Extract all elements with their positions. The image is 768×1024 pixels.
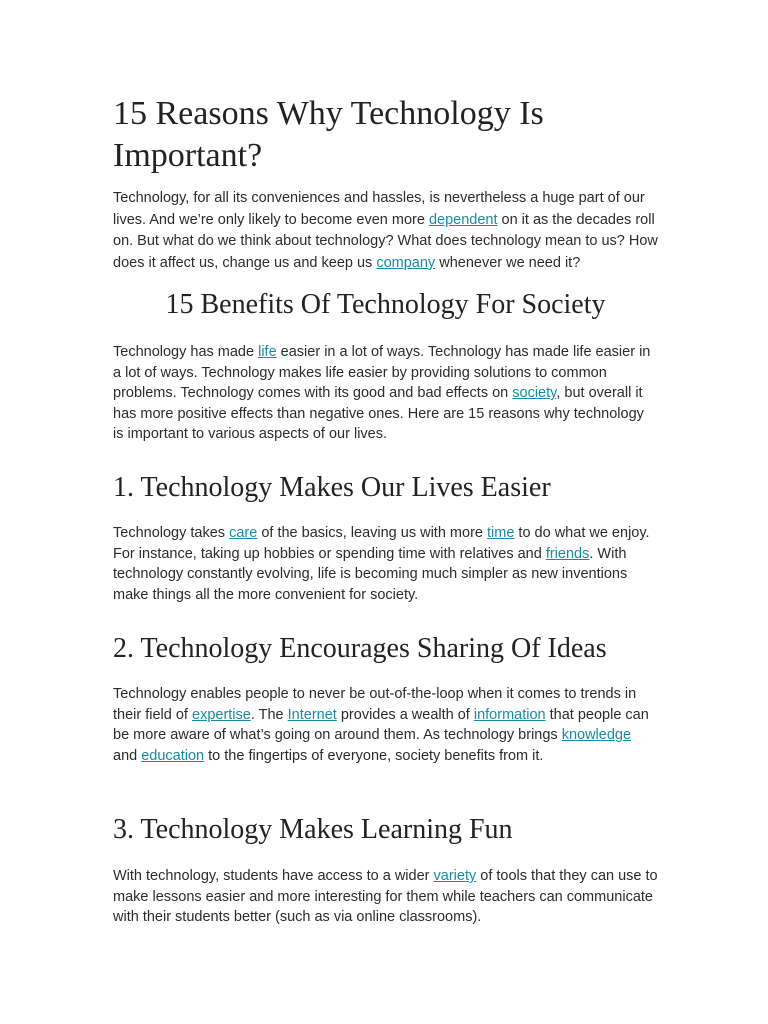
- link-friends[interactable]: friends: [545, 545, 590, 562]
- link-variety[interactable]: variety: [433, 868, 477, 884]
- link-knowledge[interactable]: knowledge: [561, 727, 632, 743]
- benefits-text-2: easier in a lot of ways. Technology has made life easier in a lot of ways. Technology makes life easier by providing solutions to common problems. Technology comes with its good and bad effects on: [113, 344, 651, 401]
- section-3-heading: 3. Technology Makes Learning Fun: [113, 814, 513, 845]
- link-company[interactable]: company: [376, 254, 436, 271]
- link-society[interactable]: society: [512, 385, 557, 401]
- section-2-text-1: Technology enables people to never be out-of-the-loop when it comes to trends in their field of: [113, 686, 637, 723]
- section-1-heading: 1. Technology Makes Our Lives Easier: [113, 472, 551, 503]
- page-title: 15 Reasons Why Technology Is Important?: [113, 95, 544, 174]
- section-1-text-4: . With technology constantly evolving, life is becoming much simpler as new inventions make things all the more convenient for society.: [113, 545, 628, 603]
- link-life[interactable]: life: [258, 344, 277, 360]
- section-1-text-2: of the basics, leaving us with more: [257, 525, 487, 541]
- section-1-text-1: Technology takes: [113, 525, 230, 541]
- section-2-text-4: that people can be more aware of what’s going on around them. As technology brings: [113, 706, 649, 743]
- link-education[interactable]: education: [141, 747, 205, 764]
- section-2-heading: 2. Technology Encourages Sharing Of Ideas: [113, 633, 607, 664]
- section-3-text-1: With technology, students have access to a wider: [113, 868, 434, 884]
- benefits-text-1: Technology has made: [113, 344, 259, 360]
- benefits-heading: 15 Benefits Of Technology For Society: [165, 289, 606, 320]
- intro-text-2: on it as the decades roll on. But what do we think about technology? What does technology mean to us? How does it affect us, change us and keep us: [113, 211, 658, 271]
- section-2-text-3: provides a wealth of: [336, 706, 474, 723]
- section-2-text-5: and: [113, 747, 142, 764]
- benefits-paragraph: [113, 342, 658, 445]
- section-1-text-3: to do what we enjoy. For instance, taking up hobbies or spending time with relatives and: [113, 525, 650, 562]
- section-2-text-6: to the fingertips of everyone, society benefits from it.: [204, 747, 544, 764]
- intro-text-1: Technology, for all its conveniences and hassles, is nevertheless a huge part of our lives. And we’re only likely to become even more: [113, 190, 645, 228]
- link-time[interactable]: time: [487, 525, 515, 541]
- section-2-text-2: . The: [250, 706, 288, 723]
- benefits-text-3: , but overall it has more positive effects than negative ones. Here are 15 reasons why technology is important to various aspects of our lives.: [113, 385, 644, 442]
- intro-paragraph: [113, 188, 658, 274]
- link-internet[interactable]: Internet: [287, 706, 337, 723]
- section-2-paragraph: [113, 684, 658, 766]
- link-care[interactable]: care: [229, 525, 258, 541]
- intro-text-3: whenever we need it?: [435, 254, 581, 271]
- section-3-paragraph: [113, 866, 658, 928]
- link-expertise[interactable]: expertise: [192, 706, 251, 723]
- link-dependent[interactable]: dependent: [428, 211, 498, 228]
- section-1-paragraph: [113, 523, 658, 605]
- link-information[interactable]: information: [473, 706, 546, 723]
- section-3-text-2: of tools that they can use to make lessons easier and more interesting for them while teachers can communicate with their students better (such as via online classrooms).: [113, 868, 658, 925]
